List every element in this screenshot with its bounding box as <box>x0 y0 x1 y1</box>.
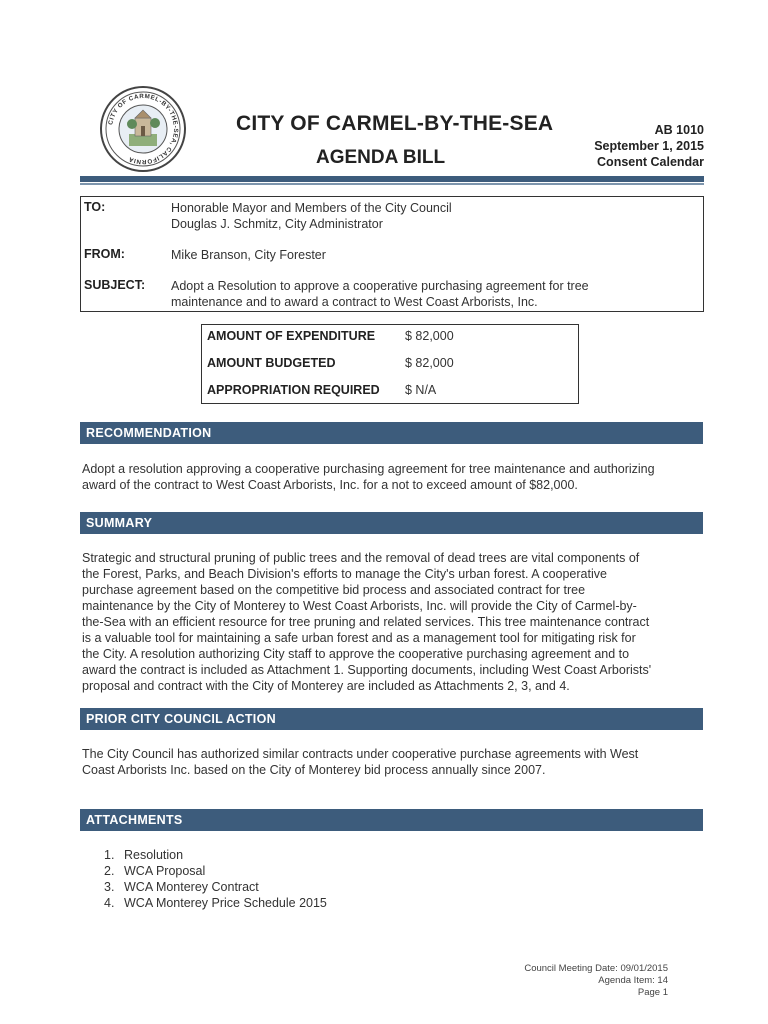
page-footer <box>524 963 668 999</box>
amount-value: $ 82,000 <box>405 356 454 370</box>
footer-meeting-date: Council Meeting Date: 09/01/2015 <box>524 963 668 974</box>
list-number: 3. <box>104 880 115 894</box>
header-rule <box>80 176 704 182</box>
text-line: Adopt a resolution approving a cooperative purchasing agreement for tree maintenance and authorizing <box>82 462 655 476</box>
list-item <box>104 895 327 911</box>
text-line: purchase agreement based on the competitive bid process and associated contract for tree <box>82 583 586 597</box>
meeting-date: September 1, 2015 <box>594 139 704 153</box>
prior-action-text <box>82 746 702 778</box>
city-title: CITY OF CARMEL-BY-THE-SEA <box>236 112 554 135</box>
text-line: maintenance by the City of Monterey to West Coast Arborists, Inc. will provide the City of Carmel-by- <box>82 599 637 613</box>
to-line: Douglas J. Schmitz, City Administrator <box>171 217 383 231</box>
list-item <box>104 847 327 863</box>
text-line: is a valuable tool for maintaining a safe urban forest and as a management tool for mitigating risk for <box>82 631 636 645</box>
attachments-heading: ATTACHMENTS <box>80 809 703 831</box>
footer-agenda-item: Agenda Item: 14 <box>598 975 668 986</box>
text-line: proposal and contract with the City of Monterey are included as Attachments 2, 3, and 4. <box>82 679 570 693</box>
attachment-name: WCA Proposal <box>124 864 206 878</box>
attachment-name: Resolution <box>124 848 184 862</box>
to-recipients <box>171 200 452 232</box>
subject-line: Adopt a Resolution to approve a cooperative purchasing agreement for tree <box>171 279 589 293</box>
list-number: 2. <box>104 864 115 878</box>
text-line: award of the contract to West Coast Arborists, Inc. for a not to exceed amount of $82,000. <box>82 478 578 492</box>
amount-label: APPROPRIATION REQUIRED <box>207 383 380 397</box>
city-seal <box>100 86 186 172</box>
amount-value: $ N/A <box>405 383 437 397</box>
text-line: Strategic and structural pruning of public trees and the removal of dead trees are vital components of <box>82 551 640 565</box>
prior-action-heading: PRIOR CITY COUNCIL ACTION <box>80 708 703 730</box>
header-rule-thin <box>80 183 704 185</box>
from-label: FROM: <box>84 247 125 261</box>
agenda-bill-number: AB 1010 <box>654 123 704 137</box>
text-line: the-Sea with an efficient resource for tree pruning and related services. This tree maintenance contract <box>82 615 650 629</box>
bill-meta <box>594 122 704 170</box>
city-seal-icon <box>102 88 184 170</box>
list-number: 1. <box>104 848 115 862</box>
seal-text: CITY OF CARMEL-BY-THE-SEA, CALIFORNIA <box>107 92 180 166</box>
attachment-name: WCA Monterey Price Schedule 2015 <box>124 896 327 910</box>
footer-page-number: Page 1 <box>637 987 668 998</box>
text-line: The City Council has authorized similar contracts under cooperative purchase agreements with West <box>82 747 639 761</box>
to-line: Honorable Mayor and Members of the City Council <box>171 201 452 215</box>
summary-heading: SUMMARY <box>80 512 703 534</box>
summary-text <box>82 550 702 694</box>
amount-value: $ 82,000 <box>405 329 454 343</box>
subject-label: SUBJECT: <box>84 278 146 292</box>
text-line: the City. A resolution authorizing City staff to approve the cooperative purchasing agreement and to <box>82 647 630 661</box>
recommendation-text <box>82 461 702 493</box>
text-line: Coast Arborists Inc. based on the City of Monterey bid process annually since 2007. <box>82 763 546 777</box>
recommendation-heading: RECOMMENDATION <box>80 422 703 444</box>
subject-line: maintenance and to award a contract to West Coast Arborists, Inc. <box>171 295 538 309</box>
from-text: Mike Branson, City Forester <box>171 248 326 262</box>
amount-label: AMOUNT OF EXPENDITURE <box>207 329 376 343</box>
attachments-list <box>104 847 327 911</box>
amount-label: AMOUNT BUDGETED <box>207 356 336 370</box>
list-number: 4. <box>104 896 115 910</box>
calendar-type: Consent Calendar <box>597 155 704 169</box>
attachment-name: WCA Monterey Contract <box>124 880 259 894</box>
subject-text <box>171 278 589 310</box>
text-line: award the contract is included as Attachment 1. Supporting documents, including West Coast Arborists' <box>82 663 652 677</box>
text-line: the Forest, Parks, and Beach Division's efforts to manage the City's urban forest. A cooperative <box>82 567 607 581</box>
list-item <box>104 879 327 895</box>
list-item <box>104 863 327 879</box>
to-label: TO: <box>84 200 106 214</box>
document-type: AGENDA BILL <box>316 147 446 168</box>
